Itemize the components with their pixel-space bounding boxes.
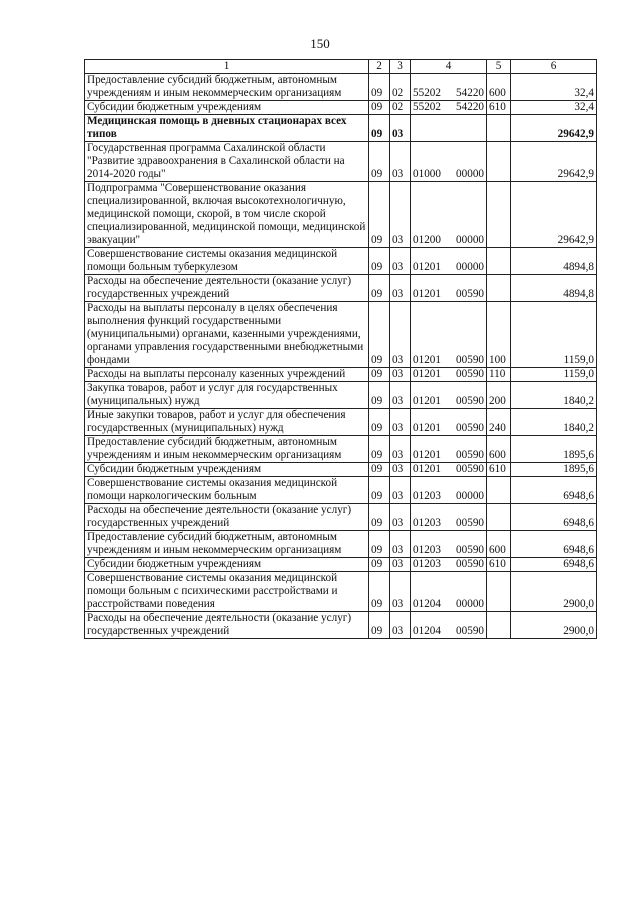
target-article-direction-code: 00590 [456,354,484,366]
table-row [85,302,597,368]
row-target-article-cell [411,101,487,115]
row-subsection-cell: 03 [390,115,411,142]
row-name-cell: Совершенствование системы оказания медицинской помощи наркологическим больным [85,477,369,504]
target-article-program-code: 01203 [413,490,441,502]
row-subsection-cell: 03 [390,531,411,558]
row-target-article-cell [411,504,487,531]
row-name-cell: Государственная программа Сахалинской области "Развитие здравоохранения в Сахалинской области на 2014-2020 годы" [85,142,369,182]
target-article-direction-code: 54220 [456,87,484,99]
row-section-cell: 09 [369,477,390,504]
row-section-cell: 09 [369,275,390,302]
row-name-cell: Расходы на обеспечение деятельности (оказание услуг) государственных учреждений [85,504,369,531]
row-name-cell: Предоставление субсидий бюджетным, автономным учреждениям и иным некоммерческим организациям [85,531,369,558]
row-target-article-cell [411,142,487,182]
row-subsection-cell: 03 [390,409,411,436]
table-body [85,74,597,639]
row-subsection-cell: 03 [390,248,411,275]
row-expense-type-cell [487,142,511,182]
row-section-cell: 09 [369,572,390,612]
target-article-program-code: 01201 [413,422,441,434]
row-name-cell: Субсидии бюджетным учреждениям [85,101,369,115]
target-article-program-code: 01000 [413,168,441,180]
row-expense-type-cell [487,504,511,531]
row-section-cell: 09 [369,463,390,477]
row-expense-type-cell [487,612,511,639]
row-amount-cell: 4894,8 [511,248,597,275]
target-article-direction-code: 00590 [456,517,484,529]
table-row [85,115,597,142]
table-row [85,409,597,436]
row-section-cell: 09 [369,74,390,101]
row-amount-cell: 1895,6 [511,463,597,477]
row-target-article-cell [411,275,487,302]
row-target-article-cell [411,368,487,382]
row-section-cell: 09 [369,558,390,572]
target-article-direction-code: 00000 [456,261,484,273]
page-number: 150 [310,36,330,51]
row-name-cell: Расходы на обеспечение деятельности (оказание услуг) государственных учреждений [85,612,369,639]
row-expense-type-cell [487,275,511,302]
row-expense-type-cell [487,248,511,275]
row-expense-type-cell: 240 [487,409,511,436]
row-name-cell: Подпрограмма "Совершенствование оказания специализированной, включая высокотехнологичную, медицинской помощи, скорой, в том числе скорой специализированной, медицинской помощи, медицинской эвакуации" [85,182,369,248]
table-row [85,477,597,504]
row-subsection-cell: 03 [390,477,411,504]
row-name-cell: Совершенствование системы оказания медицинской помощи больным с психическими расстройствами и расстройствами поведения [85,572,369,612]
target-article-direction-code: 00590 [456,463,484,475]
table-row [85,558,597,572]
row-name-cell: Субсидии бюджетным учреждениям [85,558,369,572]
target-article-direction-code: 00590 [456,625,484,637]
row-section-cell: 09 [369,142,390,182]
row-expense-type-cell: 600 [487,531,511,558]
row-expense-type-cell: 610 [487,463,511,477]
row-section-cell: 09 [369,612,390,639]
row-section-cell: 09 [369,531,390,558]
row-amount-cell: 4894,8 [511,275,597,302]
row-subsection-cell: 03 [390,182,411,248]
row-expense-type-cell: 610 [487,558,511,572]
row-target-article-cell [411,531,487,558]
row-section-cell: 09 [369,382,390,409]
row-subsection-cell: 03 [390,504,411,531]
row-target-article-cell [411,382,487,409]
row-subsection-cell: 03 [390,572,411,612]
table-row [85,368,597,382]
target-article-direction-code: 00590 [456,558,484,570]
table-row [85,74,597,101]
target-article-program-code: 01204 [413,598,441,610]
row-subsection-cell: 03 [390,275,411,302]
target-article-program-code: 01201 [413,449,441,461]
row-target-article-cell [411,463,487,477]
row-expense-type-cell [487,477,511,504]
row-amount-cell: 6948,6 [511,531,597,558]
row-target-article-cell [411,74,487,101]
row-target-article-cell [411,182,487,248]
target-article-direction-code: 00000 [456,234,484,246]
table-row [85,463,597,477]
row-amount-cell: 1895,6 [511,436,597,463]
row-name-cell: Медицинская помощь в дневных стационарах всех типов [85,115,369,142]
table-row [85,531,597,558]
target-article-program-code: 01203 [413,517,441,529]
row-expense-type-cell: 610 [487,101,511,115]
row-section-cell: 09 [369,182,390,248]
row-amount-cell: 2900,0 [511,612,597,639]
target-article-program-code: 01201 [413,288,441,300]
target-article-direction-code: 00590 [456,449,484,461]
row-name-cell: Расходы на выплаты персоналу в целях обеспечения выполнения функций государственными (муниципальными) органами, казенными учреждениями, органами управления государственными внебюджетными фондами [85,302,369,368]
row-subsection-cell: 03 [390,142,411,182]
row-name-cell: Иные закупки товаров, работ и услуг для обеспечения государственных (муниципальных) нужд [85,409,369,436]
target-article-program-code: 55202 [413,101,441,113]
target-article-program-code: 01201 [413,354,441,366]
target-article-direction-code: 00000 [456,168,484,180]
row-section-cell: 09 [369,115,390,142]
row-amount-cell: 2900,0 [511,572,597,612]
row-amount-cell: 6948,6 [511,558,597,572]
budget-table [84,59,597,639]
row-amount-cell: 1840,2 [511,382,597,409]
row-subsection-cell: 03 [390,382,411,409]
row-expense-type-cell: 100 [487,302,511,368]
row-expense-type-cell: 600 [487,436,511,463]
target-article-program-code: 01201 [413,463,441,475]
target-article-direction-code: 00000 [456,598,484,610]
target-article-direction-code: 00590 [456,288,484,300]
row-section-cell: 09 [369,248,390,275]
target-article-direction-code: 00590 [456,368,484,380]
target-article-program-code: 01201 [413,368,441,380]
row-target-article-cell [411,436,487,463]
column-header-6: 6 [511,60,597,74]
row-subsection-cell: 03 [390,436,411,463]
row-section-cell: 09 [369,368,390,382]
row-expense-type-cell: 600 [487,74,511,101]
row-subsection-cell: 03 [390,302,411,368]
column-header-5: 5 [487,60,511,74]
table-header-row [85,60,597,74]
row-subsection-cell: 03 [390,558,411,572]
row-name-cell: Закупка товаров, работ и услуг для государственных (муниципальных) нужд [85,382,369,409]
row-amount-cell: 32,4 [511,74,597,101]
table-row [85,101,597,115]
target-article-program-code: 01203 [413,558,441,570]
row-amount-cell: 6948,6 [511,504,597,531]
row-subsection-cell: 03 [390,612,411,639]
row-expense-type-cell [487,572,511,612]
row-expense-type-cell [487,115,511,142]
row-amount-cell: 29642,9 [511,142,597,182]
target-article-direction-code: 00590 [456,544,484,556]
row-section-cell: 09 [369,101,390,115]
target-article-direction-code: 00000 [456,490,484,502]
target-article-program-code: 01204 [413,625,441,637]
row-subsection-cell: 03 [390,368,411,382]
target-article-program-code: 01203 [413,544,441,556]
row-section-cell: 09 [369,409,390,436]
row-subsection-cell: 02 [390,101,411,115]
column-header-2: 2 [369,60,390,74]
row-expense-type-cell: 110 [487,368,511,382]
table-row [85,436,597,463]
row-target-article-cell [411,612,487,639]
target-article-direction-code: 00590 [456,422,484,434]
row-subsection-cell: 02 [390,74,411,101]
row-target-article-cell [411,558,487,572]
column-header-4: 4 [411,60,487,74]
row-amount-cell: 32,4 [511,101,597,115]
row-name-cell: Расходы на выплаты персоналу казенных учреждений [85,368,369,382]
row-expense-type-cell: 200 [487,382,511,409]
row-name-cell: Расходы на обеспечение деятельности (оказание услуг) государственных учреждений [85,275,369,302]
table-row [85,275,597,302]
row-amount-cell: 1840,2 [511,409,597,436]
row-name-cell: Субсидии бюджетным учреждениям [85,463,369,477]
target-article-program-code: 01201 [413,261,441,273]
column-header-1: 1 [85,60,369,74]
table-row [85,504,597,531]
row-amount-cell: 1159,0 [511,368,597,382]
table-row [85,248,597,275]
table-row [85,382,597,409]
row-section-cell: 09 [369,436,390,463]
row-target-article-cell [411,115,487,142]
row-name-cell: Предоставление субсидий бюджетным, автономным учреждениям и иным некоммерческим организациям [85,436,369,463]
row-target-article-cell [411,248,487,275]
row-section-cell: 09 [369,504,390,531]
row-name-cell: Совершенствование системы оказания медицинской помощи больным туберкулезом [85,248,369,275]
row-amount-cell: 6948,6 [511,477,597,504]
target-article-direction-code: 54220 [456,101,484,113]
target-article-direction-code: 00590 [456,395,484,407]
target-article-program-code: 55202 [413,87,441,99]
row-target-article-cell [411,572,487,612]
column-header-3: 3 [390,60,411,74]
row-section-cell: 09 [369,302,390,368]
row-target-article-cell [411,302,487,368]
row-subsection-cell: 03 [390,463,411,477]
target-article-program-code: 01200 [413,234,441,246]
row-name-cell: Предоставление субсидий бюджетным, автономным учреждениям и иным некоммерческим организациям [85,74,369,101]
row-target-article-cell [411,409,487,436]
table-row [85,142,597,182]
row-expense-type-cell [487,182,511,248]
table-row [85,182,597,248]
row-target-article-cell [411,477,487,504]
table-row [85,612,597,639]
table-row [85,572,597,612]
row-amount-cell: 29642,9 [511,182,597,248]
row-amount-cell: 29642,9 [511,115,597,142]
target-article-program-code: 01201 [413,395,441,407]
row-amount-cell: 1159,0 [511,302,597,368]
